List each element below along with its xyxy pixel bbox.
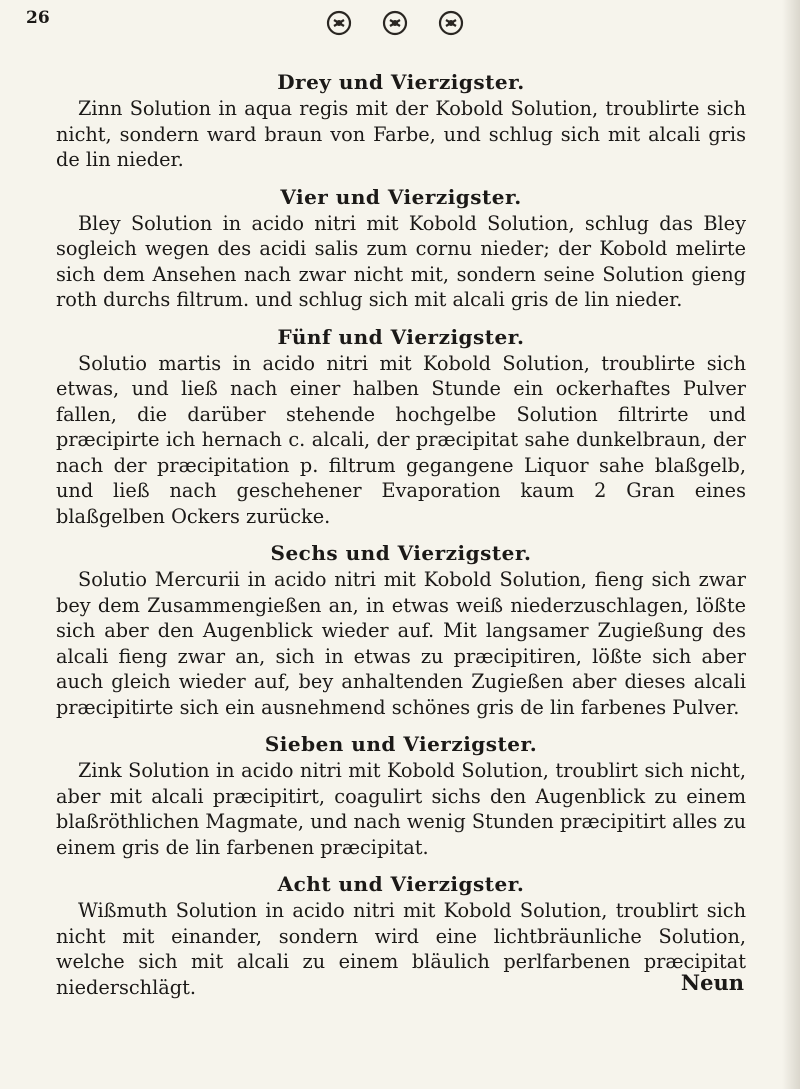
section-paragraph: Solutio Mercurii in acido nitri mit Kobold Solution, fieng sich zwar bey dem Zusammengießen an, in etwas weiß niederzuschlagen, lößte sich aber den Augenblick wieder auf. Mit langsamer Zugießung des alcali fieng zwar an, sich in etwas zu præcipitiren, lößte sich aber auch gleich wieder auf, bey anhaltenden Zugießen aber dieses alcali præcipitirte sich ein ausnehmend schönes gris de lin farbenes Pulver.: [56, 568, 746, 719]
section-43: [56, 70, 746, 173]
section-paragraph: Wißmuth Solution in acido nitri mit Kobold Solution, troublirt sich nicht mit einander, sondern wird eine lichtbräunliche Solution, welche sich mit alcali zu einem bläulich perlfarbenen præcipitat niederschlägt.: [56, 899, 746, 999]
section-46: [56, 541, 746, 720]
section-heading: Fünf und Vierzigster.: [277, 324, 525, 349]
ornament-icon: [434, 10, 468, 36]
header-ornament: [300, 8, 490, 38]
section-48: [56, 872, 746, 1000]
ornament-icon: [378, 10, 412, 36]
body-text: [56, 70, 746, 1012]
section-47: [56, 732, 746, 860]
section-heading: Vier und Vierzigster.: [280, 184, 522, 209]
section-paragraph: Solutio martis in acido nitri mit Kobold Solution, troublirte sich etwas, und ließ nach einer halben Stunde ein ockerhaftes Pulver fallen, die darüber stehende hochgelbe Solution filtrirte und præcipirte ich hernach c. alcali, der præcipitat sahe dunkelbraun, der nach der præcipitation p. filtrum gegangene Liquor sahe blaßgelb, und ließ nach geschehener Evaporation kaum 2 Gran eines blaßgelben Ockers zurücke.: [56, 351, 746, 528]
section-paragraph: Bley Solution in acido nitri mit Kobold Solution, schlug das Bley sogleich wegen des acidi salis zum cornu nieder; der Kobold melirte sich dem Ansehen nach zwar nicht mit, sondern seine Solution gieng roth durchs filtrum. und schlug sich mit alcali gris de lin nieder.: [56, 211, 746, 311]
section-paragraph: Zink Solution in acido nitri mit Kobold Solution, troublirt sich nicht, aber mit alcali præcipitirt, coagulirt sichs den Augenblick zu einem blaßröthlichen Magmate, und nach wenig Stunden præcipitirt alles zu einem gris de lin farbenen præcipitat.: [56, 759, 746, 859]
section-heading: Acht und Vierzigster.: [277, 872, 525, 896]
section-heading: Sechs und Vierzigster.: [270, 541, 532, 565]
catchword: Neun: [680, 970, 744, 995]
section-heading: Drey und Vierzigster.: [277, 70, 525, 94]
page-edge-shadow: [782, 0, 800, 1089]
section-44: [56, 185, 746, 313]
page-number: 26: [26, 8, 50, 28]
section-heading: Sieben und Vierzigster.: [264, 732, 538, 756]
section-45: [56, 325, 746, 530]
section-paragraph: Zinn Solution in aqua regis mit der Kobold Solution, troublirte sich nicht, sondern ward braun von Farbe, und schlug sich mit alcali gris de lin nieder.: [56, 97, 746, 171]
ornament-icon: [322, 10, 356, 36]
